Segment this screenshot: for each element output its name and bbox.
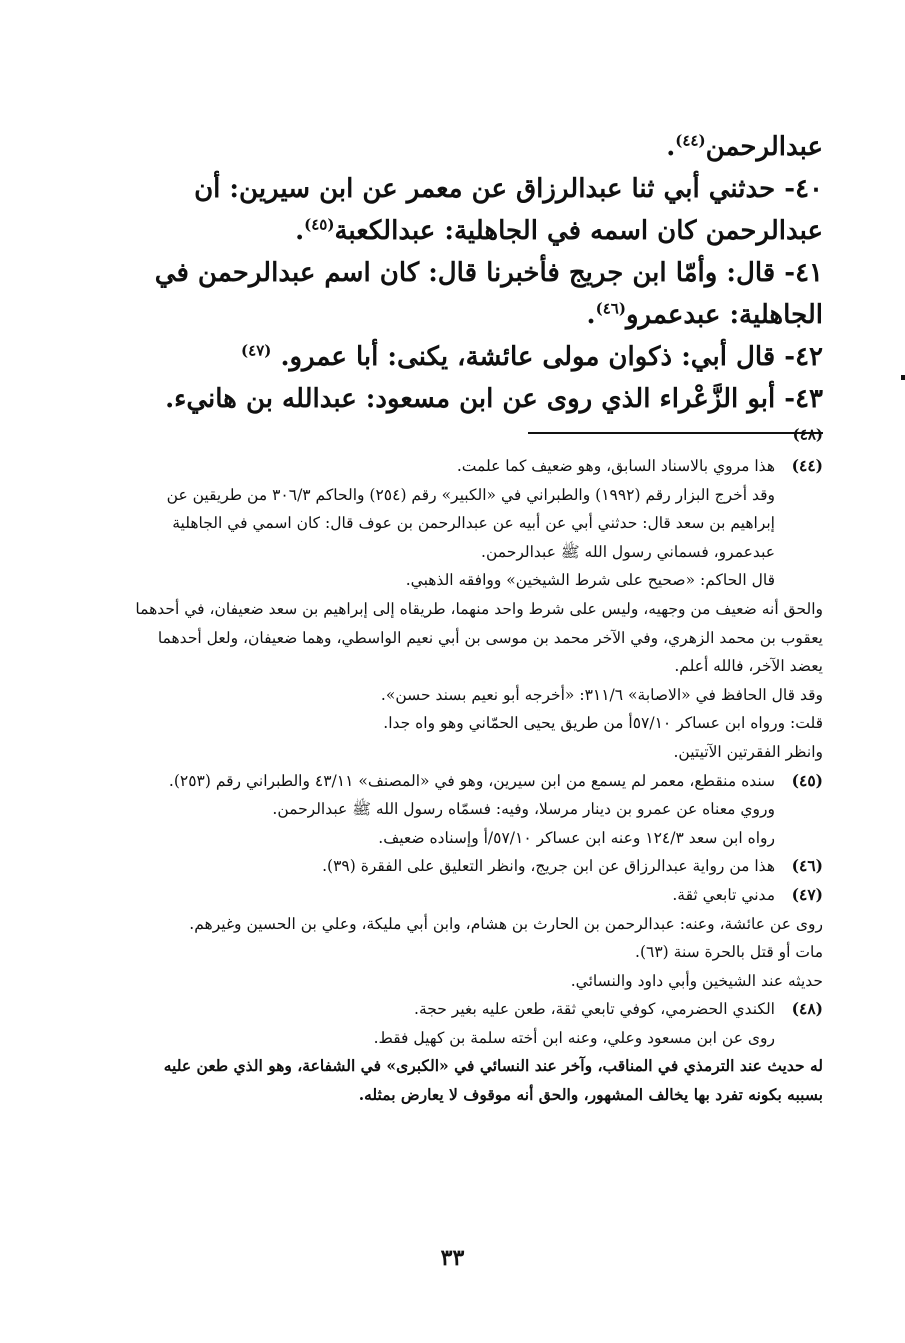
footnote-ref-47: (٤٧) [241,341,272,360]
footnote-line: وقد أخرج البزار رقم (١٩٩٢) والطبراني في «الكبير» رقم (٢٥٤) والحاكم ٣٠٦/٣ من طريقين عن إبراهيم بن سعد قال: حدثني أبي عن أبيه عن عبدالرحمن بن عوف قال: كان اسمي في الجاهلية عبدعمرو، فسماني رسول الله ﷺ عبدالرحمن. [166,485,775,561]
footnote-number: (٤٤) [791,456,823,475]
footnote-line: مات أو قتل بالحرة سنة (٦٣). [635,943,823,962]
footnote-line: قلت: ورواه ابن عساكر ٥٧/١٠أ من طريق يحيى الحمّاني وهو واه جدا. [383,714,823,733]
footnote-number: (٤٥) [791,770,823,790]
footnote-line: سنده منقطع، معمر لم يسمع من ابن سيرين، وهو في «المصنف» ٤٣/١١ والطبراني رقم (٢٥٣). [168,771,775,790]
footnote-ref-48: (٤٨) [792,425,823,444]
footnote-number: (٤٧) [791,884,823,904]
main-text [128,126,823,462]
page-number: ٣٣ [440,1245,465,1271]
paragraph-42: ٤٢- قال أبي: ذكوان مولى عائشة، يكنى: أبا عمرو. $^{(٤٧)}$ [241,341,823,372]
footnote-line: وروي معناه عن عمرو بن دينار مرسلا، وفيه: فسمّاه رسول الله ﷺ عبدالرحمن. [272,800,775,819]
footnote-line: روى عن ابن مسعود وعلي، وعنه ابن أخته سلمة بن كهيل فقط. [373,1028,775,1047]
footnote-line: الكندي الحضرمي، كوفي تابعي ثقة، طعن عليه بغير حجة. [414,1000,775,1019]
footnote-47 [128,881,823,995]
footnote-line: وقد قال الحافظ في «الاصابة» ٣١١/٦: «أخرجه أبو نعيم بسند حسن». [380,685,823,704]
footnote-line: رواه ابن سعد ١٢٤/٣ وعنه ابن عساكر ٥٧/١٠/أ وإسناده ضعيف. [378,828,775,847]
paragraph-43: ٤٣- أبو الزَّعْراء الذي روى عن ابن مسعود: عبدالله بن هانيء. $^{(٤٨)}$ [165,384,823,444]
main-line-1: عبدالرحمن$^{(٤٤)}$. [666,131,823,162]
footnote-line: هذا من رواية عبدالرزاق عن ابن جريج، وانظر التعليق على الفقرة (٣٩). [322,857,775,876]
footnote-46 [128,852,823,881]
footnote-line: حديثه عند الشيخين وأبي داود والنسائي. [570,971,823,990]
footnote-45 [128,767,823,853]
footnote-line: والحق أنه ضعيف من وجهيه، وليس على شرط واحد منهما، طريقاه إلى إبراهيم بن سعد ضعيفان، في أحدهما يعقوب بن محمد الزهري، وفي الآخر محمد بن موسى بن أبي نعيم الواسطي، وهما ضعيفان، ولعل أحدهما يعضد الآخر، فالله أعلم. [135,599,823,676]
paragraph-41: ٤١- قال: وأمّا ابن جريج فأخبرنا قال: كان اسم عبدالرحمن في الجاهلية: عبدعمرو$^{(٤٦)}$. [154,258,823,330]
footnotes [128,452,823,1110]
footnote-line: له حديث عند الترمذي في المناقب، وآخر عند النسائي في «الكبرى» في الشفاعة، وهو الذي طعن عليه بسببه بكونه تفرد بها يخالف المشهور، والحق أنه موقوف لا يعارض بمثله. [163,1056,823,1105]
footnote-line: روى عن عائشة، وعنه: عبدالرحمن بن الحارث بن هشام، وابن أبي مليكة، وعلي بن الحسين وغيرهم. [189,914,823,933]
footnote-44 [128,452,823,767]
footnote-48 [128,995,823,1109]
footnote-line: قال الحاكم: «صحيح على شرط الشيخين» ووافقه الذهبي. [405,571,775,590]
footnote-number: (٤٨) [791,999,823,1019]
footnote-ref-45: (٤٥) [304,215,335,234]
footnote-ref-46: (٤٦) [595,299,626,318]
margin-dot [901,375,905,380]
footnote-line: هذا مروي بالاسناد السابق، وهو ضعيف كما علمت. [456,457,775,475]
footnote-ref-44: (٤٤) [675,131,706,150]
footnote-line: وانظر الفقرتين الآتيتين. [673,742,823,761]
footnote-separator [528,432,823,434]
footnote-line: مدني تابعي ثقة. [672,885,775,904]
footnote-number: (٤٦) [791,856,823,876]
paragraph-40: ٤٠- حدثني أبي ثنا عبدالرزاق عن معمر عن ابن سيرين: أن عبدالرحمن كان اسمه في الجاهلية: عبدالكعبة$^{(٤٥)}$. [194,174,823,246]
